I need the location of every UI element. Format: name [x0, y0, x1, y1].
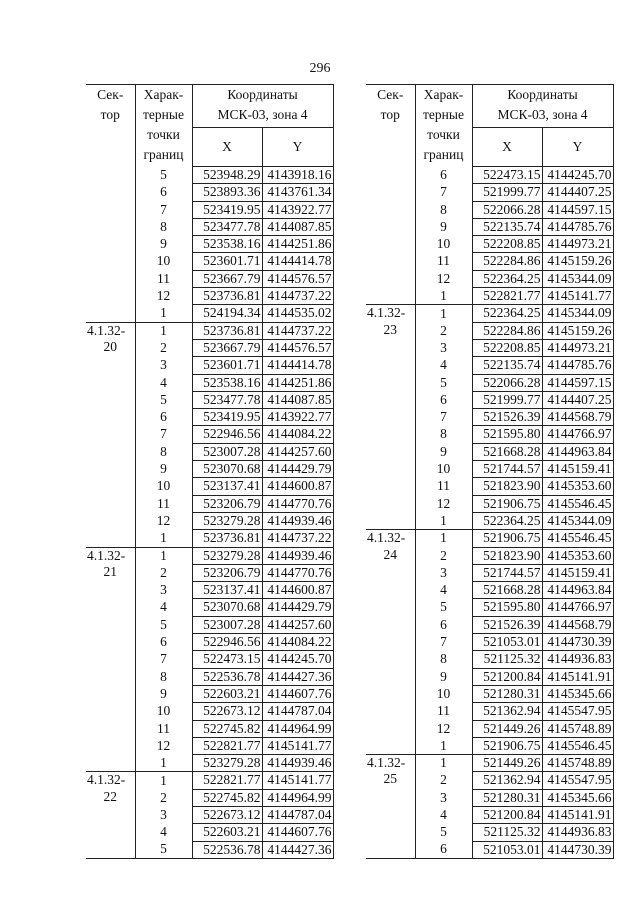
x-coordinate-cell: 523279.28: [192, 755, 262, 772]
x-coordinate-cell: 522284.86: [472, 253, 542, 270]
y-coordinate-cell: 4144597.15: [542, 201, 613, 218]
y-coordinate-cell: 4145141.91: [542, 806, 613, 823]
x-coordinate-cell: 522821.77: [472, 288, 542, 305]
x-coordinate-cell: 522364.25: [472, 512, 542, 529]
y-coordinate-cell: 4144576.57: [262, 270, 333, 287]
y-coordinate-cell: 4145345.66: [542, 789, 613, 806]
y-coordinate-cell: 4144087.85: [262, 218, 333, 235]
y-coordinate-cell: 4145353.60: [542, 478, 613, 495]
point-number-cell: 8: [135, 443, 192, 460]
point-number-cell: 4: [415, 357, 472, 374]
table-body: [86, 167, 333, 859]
table-row: [366, 755, 613, 772]
y-coordinate-cell: 4144257.60: [262, 616, 333, 633]
x-coordinate-cell: 522364.25: [472, 305, 542, 322]
x-coordinate-cell: 523667.79: [192, 270, 262, 287]
y-coordinate-cell: 4144427.36: [262, 841, 333, 858]
point-number-cell: 7: [135, 651, 192, 668]
point-number-cell: 4: [415, 806, 472, 823]
x-coordinate-cell: 521125.32: [472, 651, 542, 668]
y-coordinate-cell: 4144766.97: [542, 426, 613, 443]
y-coordinate-cell: 4145159.26: [542, 322, 613, 339]
x-coordinate-cell: 521449.26: [472, 755, 542, 772]
y-coordinate-cell: 4143761.34: [262, 184, 333, 201]
x-coordinate-cell: 521053.01: [472, 634, 542, 651]
point-number-cell: 11: [135, 495, 192, 512]
x-coordinate-cell: 521449.26: [472, 720, 542, 737]
y-coordinate-cell: 4144730.39: [542, 634, 613, 651]
y-coordinate-cell: 4144785.76: [542, 218, 613, 235]
table-row: [86, 167, 333, 184]
x-coordinate-cell: 521906.75: [472, 495, 542, 512]
point-number-cell: 6: [135, 184, 192, 201]
point-number-cell: 4: [135, 374, 192, 391]
point-number-cell: 9: [415, 443, 472, 460]
y-coordinate-cell: 4145141.77: [262, 772, 333, 789]
x-coordinate-cell: 523477.78: [192, 218, 262, 235]
x-coordinate-cell: 521125.32: [472, 824, 542, 841]
x-coordinate-cell: 522821.77: [192, 772, 262, 789]
x-header: X: [192, 128, 262, 167]
x-header: X: [472, 128, 542, 167]
x-coordinate-cell: 521280.31: [472, 789, 542, 806]
x-coordinate-cell: 523137.41: [192, 582, 262, 599]
boundary-points-header: Харак- терные точки границ: [415, 85, 472, 167]
y-coordinate-cell: 4145353.60: [542, 547, 613, 564]
point-number-cell: 5: [415, 599, 472, 616]
point-number-cell: 6: [135, 634, 192, 651]
x-coordinate-cell: 522745.82: [192, 789, 262, 806]
x-coordinate-cell: 522946.56: [192, 634, 262, 651]
coordinates-table-left: [86, 84, 334, 859]
y-coordinate-cell: 4145547.95: [542, 772, 613, 789]
x-coordinate-cell: 521744.57: [472, 564, 542, 581]
y-coordinate-cell: 4144787.04: [262, 703, 333, 720]
x-coordinate-cell: 521053.01: [472, 841, 542, 858]
x-coordinate-cell: 523419.95: [192, 201, 262, 218]
sector-cell: [86, 167, 135, 323]
y-coordinate-cell: 4145159.41: [542, 564, 613, 581]
y-coordinate-cell: 4144576.57: [262, 339, 333, 356]
table-row: [86, 322, 333, 339]
point-number-cell: 11: [415, 253, 472, 270]
y-coordinate-cell: 4143918.16: [262, 167, 333, 184]
point-number-cell: 7: [415, 634, 472, 651]
y-coordinate-cell: 4144407.25: [542, 391, 613, 408]
x-coordinate-cell: 521362.94: [472, 772, 542, 789]
point-number-cell: 1: [135, 547, 192, 564]
point-number-cell: 8: [415, 201, 472, 218]
point-number-cell: 8: [415, 426, 472, 443]
point-number-cell: 9: [415, 668, 472, 685]
y-coordinate-cell: 4145345.66: [542, 685, 613, 702]
point-number-cell: 1: [135, 755, 192, 772]
point-number-cell: 3: [415, 339, 472, 356]
y-coordinate-cell: 4144963.84: [542, 443, 613, 460]
x-coordinate-cell: 521823.90: [472, 478, 542, 495]
point-number-cell: 4: [415, 582, 472, 599]
y-coordinate-cell: 4145344.09: [542, 270, 613, 287]
coordinates-table-right: [366, 84, 614, 859]
point-number-cell: 9: [135, 461, 192, 478]
point-number-cell: 11: [415, 703, 472, 720]
point-number-cell: 12: [135, 737, 192, 754]
y-coordinate-cell: 4145748.89: [542, 720, 613, 737]
point-number-cell: 1: [135, 530, 192, 547]
y-coordinate-cell: 4144787.04: [262, 806, 333, 823]
x-coordinate-cell: 521280.31: [472, 685, 542, 702]
point-number-cell: 10: [135, 703, 192, 720]
point-number-cell: 3: [135, 357, 192, 374]
point-number-cell: 1: [415, 737, 472, 754]
sector-cell: 4.1.32- 22: [86, 772, 135, 858]
x-coordinate-cell: 523948.29: [192, 167, 262, 184]
point-number-cell: 9: [135, 685, 192, 702]
y-coordinate-cell: 4144568.79: [542, 616, 613, 633]
y-coordinate-cell: 4144737.22: [262, 288, 333, 305]
x-coordinate-cell: 523279.28: [192, 547, 262, 564]
point-number-cell: 9: [135, 236, 192, 253]
y-coordinate-cell: 4144607.76: [262, 824, 333, 841]
page-number: 296: [309, 61, 331, 76]
x-coordinate-cell: 522603.21: [192, 824, 262, 841]
x-coordinate-cell: 521200.84: [472, 806, 542, 823]
x-coordinate-cell: 522946.56: [192, 426, 262, 443]
y-coordinate-cell: 4144427.36: [262, 668, 333, 685]
y-coordinate-cell: 4145159.26: [542, 253, 613, 270]
y-coordinate-cell: 4144939.46: [262, 547, 333, 564]
coordinates-header: Координаты МСК-03, зона 4: [472, 85, 613, 128]
point-number-cell: 2: [135, 789, 192, 806]
sector-header: Сек- тор: [366, 85, 415, 167]
point-number-cell: 6: [415, 616, 472, 633]
point-number-cell: 6: [135, 409, 192, 426]
point-number-cell: 10: [415, 236, 472, 253]
point-number-cell: 4: [135, 824, 192, 841]
y-coordinate-cell: 4145748.89: [542, 755, 613, 772]
y-coordinate-cell: 4144737.22: [262, 322, 333, 339]
x-coordinate-cell: 522473.15: [192, 651, 262, 668]
y-coordinate-cell: 4144936.83: [542, 651, 613, 668]
y-coordinate-cell: 4144730.39: [542, 841, 613, 858]
table-row: [366, 305, 613, 322]
x-coordinate-cell: 522745.82: [192, 720, 262, 737]
x-coordinate-cell: 522536.78: [192, 668, 262, 685]
point-number-cell: 12: [135, 288, 192, 305]
y-coordinate-cell: 4144785.76: [542, 357, 613, 374]
point-number-cell: 11: [415, 478, 472, 495]
y-coordinate-cell: 4145546.45: [542, 737, 613, 754]
y-coordinate-cell: 4144936.83: [542, 824, 613, 841]
x-coordinate-cell: 522284.86: [472, 322, 542, 339]
point-number-cell: 12: [415, 720, 472, 737]
x-coordinate-cell: 521906.75: [472, 737, 542, 754]
y-coordinate-cell: 4144597.15: [542, 374, 613, 391]
x-coordinate-cell: 522536.78: [192, 841, 262, 858]
x-coordinate-cell: 522364.25: [472, 270, 542, 287]
x-coordinate-cell: 523667.79: [192, 339, 262, 356]
point-number-cell: 6: [415, 841, 472, 858]
point-number-cell: 7: [415, 409, 472, 426]
x-coordinate-cell: 521668.28: [472, 443, 542, 460]
x-coordinate-cell: 522208.85: [472, 339, 542, 356]
boundary-points-header: Харак- терные точки границ: [135, 85, 192, 167]
y-coordinate-cell: 4144973.21: [542, 339, 613, 356]
y-coordinate-cell: 4145141.91: [542, 668, 613, 685]
point-number-cell: 5: [135, 391, 192, 408]
point-number-cell: 11: [135, 270, 192, 287]
x-coordinate-cell: 523070.68: [192, 599, 262, 616]
x-coordinate-cell: 522135.74: [472, 218, 542, 235]
x-coordinate-cell: 521823.90: [472, 547, 542, 564]
x-coordinate-cell: 523477.78: [192, 391, 262, 408]
x-coordinate-cell: 521595.80: [472, 599, 542, 616]
x-coordinate-cell: 523893.36: [192, 184, 262, 201]
point-number-cell: 8: [135, 218, 192, 235]
point-number-cell: 7: [415, 184, 472, 201]
y-coordinate-cell: 4144973.21: [542, 236, 613, 253]
point-number-cell: 10: [415, 461, 472, 478]
y-coordinate-cell: 4144607.76: [262, 685, 333, 702]
sector-cell: 4.1.32- 20: [86, 322, 135, 547]
table-row: [366, 530, 613, 547]
point-number-cell: 5: [415, 824, 472, 841]
y-coordinate-cell: 4144429.79: [262, 599, 333, 616]
point-number-cell: 2: [415, 322, 472, 339]
point-number-cell: 7: [135, 201, 192, 218]
y-coordinate-cell: 4144770.76: [262, 564, 333, 581]
point-number-cell: 1: [415, 755, 472, 772]
table-row: [86, 772, 333, 789]
y-coordinate-cell: 4143922.77: [262, 201, 333, 218]
x-coordinate-cell: 522673.12: [192, 703, 262, 720]
y-coordinate-cell: 4144939.46: [262, 512, 333, 529]
x-coordinate-cell: 523736.81: [192, 322, 262, 339]
point-number-cell: 10: [135, 478, 192, 495]
y-coordinate-cell: 4144414.78: [262, 253, 333, 270]
x-coordinate-cell: 522603.21: [192, 685, 262, 702]
point-number-cell: 5: [415, 374, 472, 391]
point-number-cell: 5: [135, 616, 192, 633]
point-number-cell: 6: [415, 167, 472, 184]
point-number-cell: 2: [415, 547, 472, 564]
x-coordinate-cell: 523007.28: [192, 443, 262, 460]
x-coordinate-cell: 521200.84: [472, 668, 542, 685]
point-number-cell: 12: [415, 270, 472, 287]
point-number-cell: 12: [135, 512, 192, 529]
y-coordinate-cell: 4144600.87: [262, 582, 333, 599]
point-number-cell: 10: [135, 253, 192, 270]
x-coordinate-cell: 522473.15: [472, 167, 542, 184]
x-coordinate-cell: 523279.28: [192, 512, 262, 529]
y-coordinate-cell: 4144766.97: [542, 599, 613, 616]
x-coordinate-cell: 521744.57: [472, 461, 542, 478]
y-coordinate-cell: 4144964.99: [262, 720, 333, 737]
y-header: Y: [542, 128, 613, 167]
y-coordinate-cell: 4144568.79: [542, 409, 613, 426]
y-coordinate-cell: 4144084.22: [262, 634, 333, 651]
y-coordinate-cell: 4145141.77: [542, 288, 613, 305]
y-coordinate-cell: 4144245.70: [262, 651, 333, 668]
point-number-cell: 3: [415, 789, 472, 806]
y-coordinate-cell: 4143922.77: [262, 409, 333, 426]
point-number-cell: 1: [415, 530, 472, 547]
point-number-cell: 3: [135, 582, 192, 599]
x-coordinate-cell: 523538.16: [192, 374, 262, 391]
y-coordinate-cell: 4144257.60: [262, 443, 333, 460]
point-number-cell: 8: [135, 668, 192, 685]
y-coordinate-cell: 4144429.79: [262, 461, 333, 478]
y-coordinate-cell: 4144770.76: [262, 495, 333, 512]
point-number-cell: 8: [415, 651, 472, 668]
y-coordinate-cell: 4145547.95: [542, 703, 613, 720]
table-row: [86, 547, 333, 564]
x-coordinate-cell: 523206.79: [192, 495, 262, 512]
x-coordinate-cell: 523206.79: [192, 564, 262, 581]
y-coordinate-cell: 4144087.85: [262, 391, 333, 408]
y-coordinate-cell: 4145546.45: [542, 530, 613, 547]
y-coordinate-cell: 4144245.70: [542, 167, 613, 184]
sector-cell: 4.1.32- 23: [366, 305, 415, 530]
x-coordinate-cell: 521999.77: [472, 391, 542, 408]
x-coordinate-cell: 523007.28: [192, 616, 262, 633]
point-number-cell: 6: [415, 391, 472, 408]
x-coordinate-cell: 521999.77: [472, 184, 542, 201]
x-coordinate-cell: 521362.94: [472, 703, 542, 720]
x-coordinate-cell: 523601.71: [192, 357, 262, 374]
point-number-cell: 12: [415, 495, 472, 512]
table-body: [366, 167, 613, 859]
point-number-cell: 9: [415, 218, 472, 235]
y-coordinate-cell: 4145159.41: [542, 461, 613, 478]
point-number-cell: 1: [415, 288, 472, 305]
x-coordinate-cell: 522066.28: [472, 201, 542, 218]
x-coordinate-cell: 522135.74: [472, 357, 542, 374]
coordinates-header: Координаты МСК-03, зона 4: [192, 85, 333, 128]
point-number-cell: 2: [415, 772, 472, 789]
y-coordinate-cell: 4144964.99: [262, 789, 333, 806]
point-number-cell: 1: [135, 322, 192, 339]
y-coordinate-cell: 4145344.09: [542, 512, 613, 529]
y-coordinate-cell: 4144939.46: [262, 755, 333, 772]
x-coordinate-cell: 521595.80: [472, 426, 542, 443]
x-coordinate-cell: 522673.12: [192, 806, 262, 823]
x-coordinate-cell: 524194.34: [192, 305, 262, 322]
y-coordinate-cell: 4144414.78: [262, 357, 333, 374]
y-coordinate-cell: 4144600.87: [262, 478, 333, 495]
y-coordinate-cell: 4145344.09: [542, 305, 613, 322]
y-coordinate-cell: 4144963.84: [542, 582, 613, 599]
x-coordinate-cell: 523601.71: [192, 253, 262, 270]
x-coordinate-cell: 523736.81: [192, 530, 262, 547]
x-coordinate-cell: 521906.75: [472, 530, 542, 547]
y-coordinate-cell: 4145141.77: [262, 737, 333, 754]
x-coordinate-cell: 523070.68: [192, 461, 262, 478]
point-number-cell: 5: [135, 841, 192, 858]
x-coordinate-cell: 523736.81: [192, 288, 262, 305]
point-number-cell: 7: [135, 426, 192, 443]
point-number-cell: 2: [135, 339, 192, 356]
table-row: [366, 167, 613, 184]
point-number-cell: 3: [415, 564, 472, 581]
point-number-cell: 1: [135, 772, 192, 789]
y-coordinate-cell: 4144737.22: [262, 530, 333, 547]
sector-cell: 4.1.32- 25: [366, 755, 415, 859]
y-header: Y: [262, 128, 333, 167]
x-coordinate-cell: 522066.28: [472, 374, 542, 391]
x-coordinate-cell: 522208.85: [472, 236, 542, 253]
point-number-cell: 10: [415, 685, 472, 702]
y-coordinate-cell: 4144084.22: [262, 426, 333, 443]
sector-cell: [366, 167, 415, 305]
y-coordinate-cell: 4144535.02: [262, 305, 333, 322]
point-number-cell: 1: [135, 305, 192, 322]
sector-header: Сек- тор: [86, 85, 135, 167]
point-number-cell: 2: [135, 564, 192, 581]
y-coordinate-cell: 4145546.45: [542, 495, 613, 512]
x-coordinate-cell: 523538.16: [192, 236, 262, 253]
y-coordinate-cell: 4144251.86: [262, 236, 333, 253]
sector-cell: 4.1.32- 24: [366, 530, 415, 755]
x-coordinate-cell: 523137.41: [192, 478, 262, 495]
x-coordinate-cell: 523419.95: [192, 409, 262, 426]
y-coordinate-cell: 4144407.25: [542, 184, 613, 201]
point-number-cell: 3: [135, 806, 192, 823]
y-coordinate-cell: 4144251.86: [262, 374, 333, 391]
point-number-cell: 1: [415, 512, 472, 529]
sector-cell: 4.1.32- 21: [86, 547, 135, 772]
point-number-cell: 5: [135, 167, 192, 184]
x-coordinate-cell: 521668.28: [472, 582, 542, 599]
x-coordinate-cell: 521526.39: [472, 616, 542, 633]
point-number-cell: 4: [135, 599, 192, 616]
point-number-cell: 11: [135, 720, 192, 737]
x-coordinate-cell: 522821.77: [192, 737, 262, 754]
point-number-cell: 1: [415, 305, 472, 322]
x-coordinate-cell: 521526.39: [472, 409, 542, 426]
